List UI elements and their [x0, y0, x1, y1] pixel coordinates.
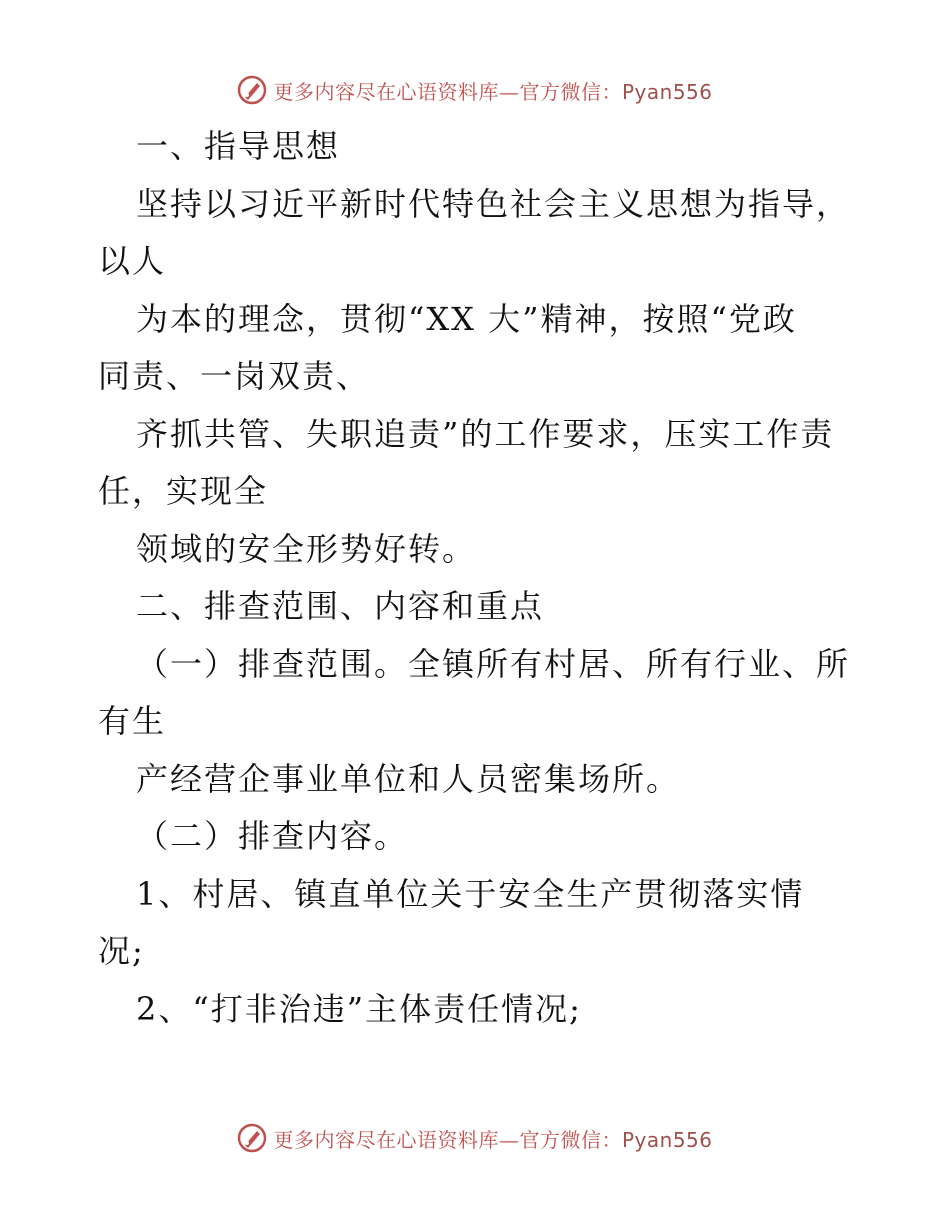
text-line: 二、排查范围、内容和重点 — [136, 587, 545, 625]
text-line: （一）排查范围。全镇所有村居、所有行业、所 — [136, 644, 851, 683]
text-line: （二）排查内容。 — [136, 817, 409, 855]
text-line: 齐抓共管、失职追责”的工作要求，压实工作责 — [136, 414, 835, 453]
footer-watermark-banner — [0, 1118, 950, 1158]
pen-logo-icon — [237, 75, 267, 105]
text-line: 坚持以习近平新时代特色社会主义思想为指导， — [136, 184, 851, 223]
text-line: 为本的理念，贯彻“XX 大”精神，按照“党政 — [136, 299, 797, 338]
text-line: 以人 — [98, 242, 167, 280]
text-line: 况; — [98, 932, 145, 970]
text-line: 一、指导思想 — [136, 127, 341, 165]
text-line: 产经营企事业单位和人员密集场所。 — [136, 759, 681, 798]
header-watermark-banner — [0, 70, 950, 110]
text-line: 任，实现全 — [98, 472, 269, 510]
document-body — [98, 118, 858, 1038]
banner-text: 更多内容尽在心语资料库—官方微信：Pyan556 — [273, 79, 713, 104]
text-line: 2、“打非治违”主体责任情况; — [136, 989, 582, 1028]
pen-logo-icon — [237, 1123, 267, 1153]
text-line: 同责、一岗双责、 — [98, 357, 371, 395]
text-line: 领域的安全形势好转。 — [136, 529, 477, 568]
text-line: 有生 — [98, 702, 167, 740]
banner-text: 更多内容尽在心语资料库—官方微信：Pyan556 — [273, 1127, 713, 1152]
text-line: 1、村居、镇直单位关于安全生产贯彻落实情 — [136, 874, 805, 913]
